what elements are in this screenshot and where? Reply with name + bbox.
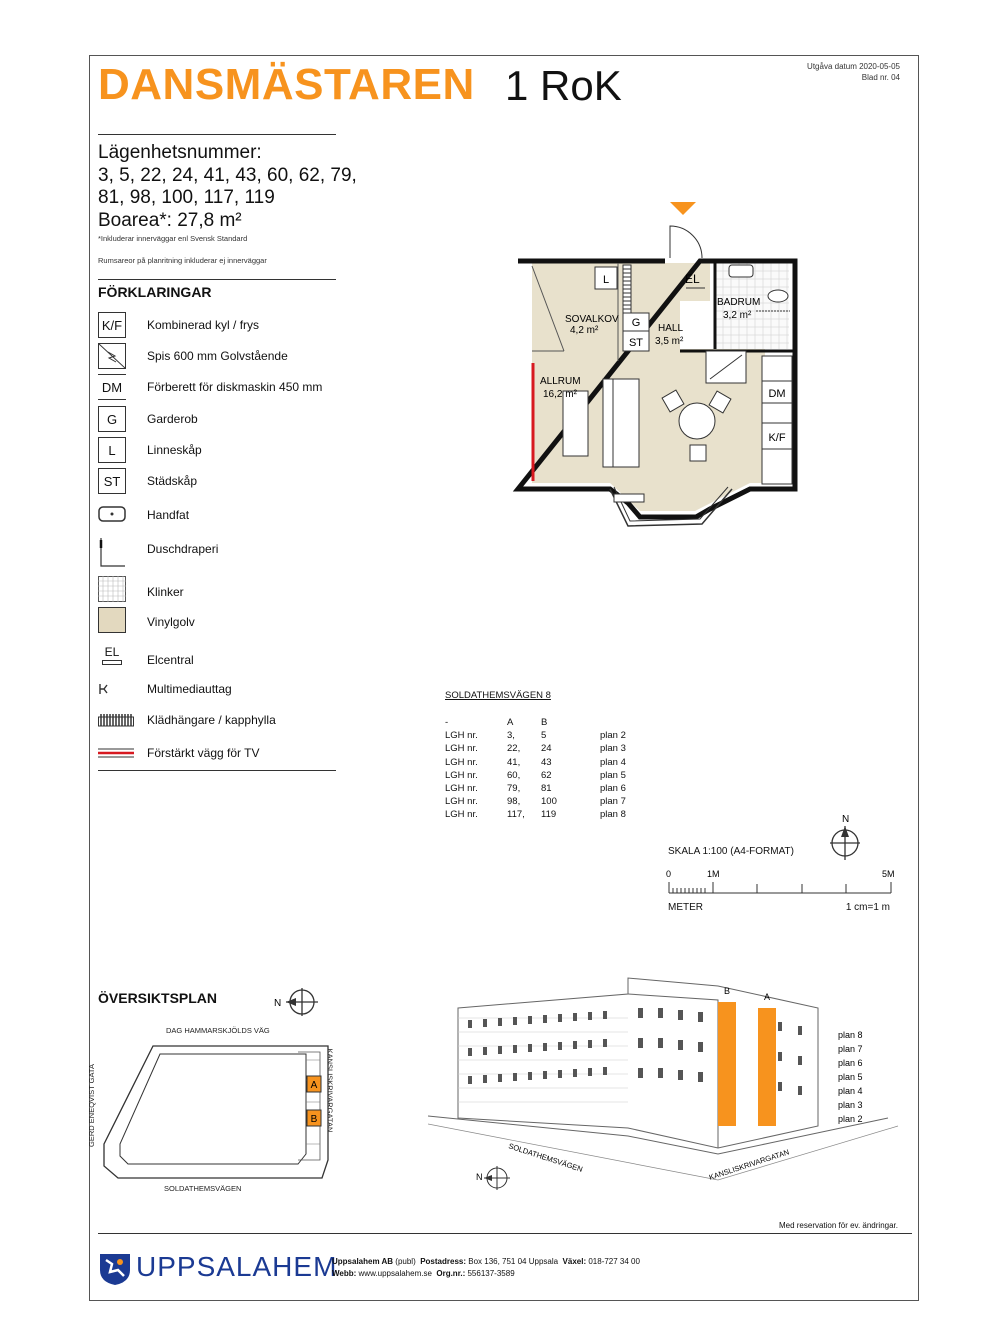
table-cell: 79, bbox=[507, 783, 521, 795]
legend-label: Förstärkt vägg för TV bbox=[147, 746, 260, 760]
cleaning-cabinet-icon: ST bbox=[98, 468, 126, 494]
project-title: DANSMÄSTAREN bbox=[98, 60, 475, 109]
marker-b-label: B bbox=[310, 1114, 318, 1125]
table-cell: 100 bbox=[541, 796, 557, 808]
cleaning-cabinet-label: ST bbox=[628, 337, 644, 349]
legend-label: Städskåp bbox=[147, 474, 198, 488]
street-right: KANSLISKRIVARGATAN bbox=[325, 1048, 335, 1133]
legend-label: Handfat bbox=[147, 508, 190, 522]
toilet-icon bbox=[768, 290, 788, 302]
scale-title: SKALA 1:100 (A4-FORMAT) bbox=[668, 846, 794, 857]
north-label: N bbox=[842, 814, 850, 825]
legend-item bbox=[98, 740, 358, 770]
legend-heading: FÖRKLARINGAR bbox=[98, 284, 212, 300]
table-cell: plan 8 bbox=[600, 809, 626, 821]
fridge-freezer-icon: K/F bbox=[98, 312, 126, 338]
multimedia-icon bbox=[98, 676, 126, 702]
north-arrow-icon bbox=[828, 812, 862, 860]
stack-a-label: A bbox=[764, 992, 771, 1002]
area-note: *Inkluderar innerväggar enl Svensk Standard bbox=[98, 234, 248, 243]
scale-ratio: 1 cm=1 m bbox=[845, 902, 890, 913]
sink-icon bbox=[98, 502, 126, 528]
table-cell: plan 7 bbox=[600, 796, 626, 808]
room-name-sovalkov: SOVALKOV bbox=[565, 314, 619, 325]
table-cell: 60, bbox=[507, 769, 521, 781]
stack-b bbox=[718, 1002, 736, 1126]
table-cell: 3, bbox=[507, 730, 515, 742]
street-side-label: KANSLISKRIVARGATAN bbox=[707, 1147, 791, 1182]
plan-sheet bbox=[86, 55, 919, 1301]
dishwasher-label: DM bbox=[768, 388, 786, 400]
overview-heading: ÖVERSIKTSPLAN bbox=[98, 990, 218, 1006]
scale-tick-5: 5M bbox=[882, 869, 895, 879]
legend-item bbox=[98, 343, 358, 373]
scale-unit: METER bbox=[668, 902, 703, 913]
web-label: Webb: bbox=[332, 1269, 357, 1278]
apartment-numbers-line2: 81, 98, 100, 117, 119 bbox=[98, 187, 275, 208]
legend-item bbox=[98, 707, 358, 737]
tv-bench bbox=[563, 391, 588, 456]
table-cell: B bbox=[541, 717, 548, 729]
postal-label: Postadress: bbox=[420, 1257, 466, 1266]
room-area-badrum: 3,2 m² bbox=[723, 310, 752, 321]
legend-label: Multimediauttag bbox=[147, 682, 232, 696]
divider bbox=[98, 770, 336, 771]
brand-name: UPPSALAHEM bbox=[136, 1251, 338, 1282]
legend-label: Klädhängare / kapphylla bbox=[147, 713, 276, 727]
legend-label: Klinker bbox=[147, 585, 184, 599]
table-cell: LGH nr. bbox=[445, 809, 478, 821]
legend-item bbox=[98, 502, 358, 532]
postal-value: Box 136, 751 04 Uppsala bbox=[468, 1257, 559, 1266]
legend-item bbox=[98, 536, 358, 576]
table-cell: 119 bbox=[541, 809, 557, 821]
apartment-numbers-line1: 3, 5, 22, 24, 41, 43, 60, 62, 79, bbox=[98, 164, 357, 186]
table-row bbox=[445, 742, 640, 755]
org-label: Org.nr.: bbox=[436, 1269, 466, 1278]
overview-map bbox=[98, 1040, 338, 1182]
apartment-info bbox=[98, 142, 358, 232]
tile-icon bbox=[98, 576, 126, 602]
room-name-allrum: ALLRUM bbox=[540, 376, 581, 387]
entrance-marker-icon bbox=[670, 202, 696, 215]
sheet-number: Blad nr. 04 bbox=[861, 73, 900, 82]
marker-a-label: A bbox=[310, 1080, 318, 1091]
table-cell: 62 bbox=[541, 769, 552, 781]
phone-value: 018-727 34 00 bbox=[588, 1257, 640, 1266]
legend-item bbox=[98, 576, 358, 606]
electric-panel-label: EL bbox=[685, 272, 700, 286]
street-front-label: SOLDATHEMSVÄGEN bbox=[507, 1141, 584, 1174]
room-area-sovalkov: 4,2 m² bbox=[570, 325, 599, 336]
street-top: DAG HAMMARSKJÖLDS VÄG bbox=[166, 1026, 270, 1035]
table-cell bbox=[600, 716, 640, 729]
table-row bbox=[445, 769, 640, 782]
table-cell: 43 bbox=[541, 756, 552, 768]
legend-item bbox=[98, 676, 358, 706]
table-cell: A bbox=[507, 717, 514, 729]
overview-north-label: N bbox=[274, 998, 282, 1009]
legend-item bbox=[98, 607, 358, 637]
legend-item bbox=[98, 468, 358, 498]
legend-label: Duschdraperi bbox=[147, 542, 219, 556]
legend-item bbox=[98, 646, 358, 676]
tv-wall-icon bbox=[98, 740, 134, 766]
scale-bar bbox=[666, 868, 906, 898]
electric-panel-icon bbox=[98, 646, 126, 672]
dishwasher-icon: DM bbox=[98, 374, 126, 400]
table-cell: LGH nr. bbox=[445, 769, 478, 781]
legend-label: Förberett för diskmaskin 450 mm bbox=[147, 380, 323, 394]
table-cell: 22, bbox=[507, 743, 521, 755]
table-cell: 81 bbox=[541, 783, 552, 795]
floor-label: plan 7 bbox=[838, 1044, 863, 1054]
table-cell: plan 2 bbox=[600, 730, 626, 742]
street-bottom: SOLDATHEMSVÄGEN bbox=[164, 1184, 242, 1193]
company-suffix: (publ) bbox=[395, 1257, 416, 1266]
scale-tick-0: 0 bbox=[666, 869, 672, 879]
table-cell: plan 3 bbox=[600, 743, 626, 755]
elevation-north-label: N bbox=[476, 1172, 483, 1182]
divider bbox=[98, 134, 336, 135]
street-left: GERD ENEQVIST GATA bbox=[86, 1064, 96, 1147]
floor-label: plan 6 bbox=[838, 1058, 863, 1068]
org-value: 556137-3589 bbox=[467, 1269, 515, 1278]
table-title: SOLDATHEMSVÄGEN 8 bbox=[445, 690, 551, 701]
table-cell: LGH nr. bbox=[445, 796, 478, 808]
uppsalahem-logo-icon bbox=[98, 1250, 132, 1286]
issue-date: Utgåva datum 2020-05-05 bbox=[807, 62, 900, 71]
building-elevation bbox=[428, 968, 908, 1190]
stack-a bbox=[758, 1008, 776, 1126]
stove-icon bbox=[98, 343, 126, 369]
table-cell: plan 6 bbox=[600, 783, 626, 795]
hanger-icon bbox=[98, 707, 134, 733]
reservation-note: Med reservation för ev. ändringar. bbox=[778, 1221, 898, 1230]
table-header-row bbox=[445, 716, 640, 729]
table-cell: LGH nr. bbox=[445, 743, 478, 755]
table-row bbox=[445, 808, 640, 821]
room-name-badrum: BADRUM bbox=[717, 297, 761, 308]
table-cell: plan 5 bbox=[600, 769, 626, 781]
legend-item bbox=[98, 374, 358, 404]
company-name: Uppsalahem AB bbox=[332, 1257, 394, 1266]
legend-label: Kombinerad kyl / frys bbox=[147, 318, 260, 332]
table-cell: LGH nr. bbox=[445, 756, 478, 768]
floor-label: plan 5 bbox=[838, 1072, 863, 1082]
table-row bbox=[445, 795, 640, 808]
company-info bbox=[332, 1256, 640, 1280]
floor-label: plan 8 bbox=[838, 1030, 863, 1040]
legend-item bbox=[98, 312, 358, 342]
phone-label: Växel: bbox=[562, 1257, 587, 1266]
legend-label: Spis 600 mm Golvstående bbox=[147, 349, 288, 363]
floor-plan bbox=[510, 191, 810, 536]
apartment-type: 1 RoK bbox=[505, 62, 622, 109]
linen-cabinet-icon: L bbox=[98, 437, 126, 463]
web-value[interactable]: www.uppsalahem.se bbox=[358, 1269, 432, 1278]
table-cell: LGH nr. bbox=[445, 730, 478, 742]
apartment-area: Boarea*: 27,8 m² bbox=[98, 209, 242, 231]
legend-label: Elcentral bbox=[147, 653, 194, 667]
room-area-allrum: 16,2 m² bbox=[543, 389, 577, 400]
legend-item bbox=[98, 437, 358, 467]
table-cell: LGH nr. bbox=[445, 783, 478, 795]
issue-info bbox=[807, 61, 900, 83]
wardrobe-icon: G bbox=[98, 406, 126, 432]
fridge-label: K/F bbox=[768, 432, 786, 444]
legend-label: Garderob bbox=[147, 412, 198, 426]
apartment-numbers-label: Lägenhetsnummer: bbox=[98, 142, 262, 163]
apartment-table bbox=[445, 716, 640, 822]
stack-b-label: B bbox=[724, 986, 731, 996]
divider bbox=[98, 279, 336, 280]
table-cell: - bbox=[445, 717, 449, 729]
floor-label: plan 2 bbox=[838, 1114, 863, 1124]
vinyl-icon bbox=[98, 607, 126, 633]
room-area-hall: 3,5 m² bbox=[655, 336, 684, 347]
shower-curtain-icon bbox=[98, 536, 126, 570]
legend-label: Vinylgolv bbox=[147, 615, 195, 629]
overview-north-arrow-icon bbox=[274, 986, 320, 1018]
table-cell: 24 bbox=[541, 743, 552, 755]
room-note: Rumsareor på planritning inkluderar ej innerväggar bbox=[98, 256, 267, 265]
table-row bbox=[445, 729, 640, 742]
table-cell: 41, bbox=[507, 756, 521, 768]
floor-label: plan 4 bbox=[838, 1086, 863, 1096]
room-name-hall: HALL bbox=[658, 323, 684, 334]
legend-label: Linneskåp bbox=[147, 443, 202, 457]
table-cell: 98, bbox=[507, 796, 521, 808]
linen-cabinet-label: L bbox=[602, 274, 610, 286]
table-row bbox=[445, 756, 640, 769]
wardrobe-label: G bbox=[631, 317, 641, 329]
legend-item bbox=[98, 406, 358, 436]
divider bbox=[98, 1233, 912, 1234]
table-cell: plan 4 bbox=[600, 756, 626, 768]
table-row bbox=[445, 782, 640, 795]
floor-label: plan 3 bbox=[838, 1100, 863, 1110]
table-cell: 117, bbox=[507, 809, 525, 821]
electric-panel-label: EL bbox=[104, 645, 120, 659]
dining-table bbox=[679, 403, 715, 439]
elevation-north-arrow-icon bbox=[476, 1166, 510, 1190]
scale-tick-1: 1M bbox=[707, 869, 720, 879]
table-cell: 5 bbox=[541, 730, 547, 742]
bath-sink-icon bbox=[729, 265, 753, 277]
